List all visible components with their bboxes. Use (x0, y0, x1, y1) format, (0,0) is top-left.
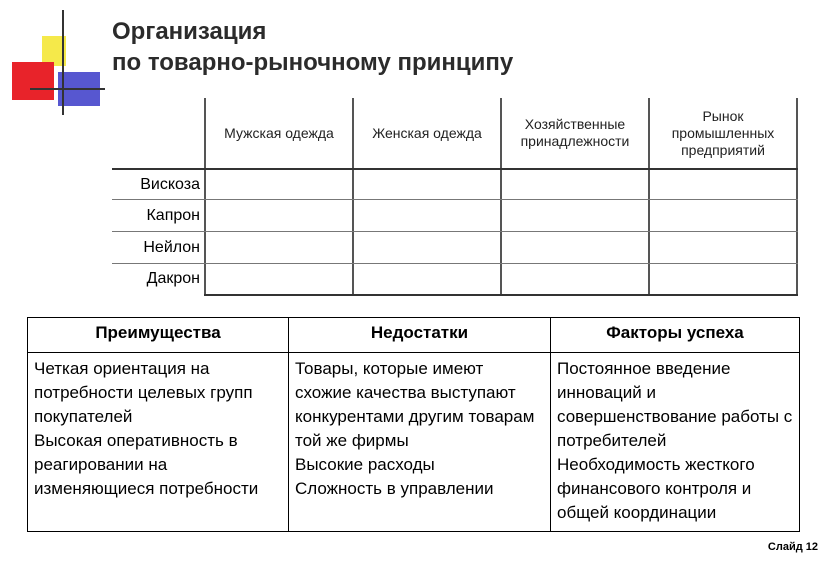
success-factors-cell (551, 353, 800, 532)
table-row (28, 353, 800, 532)
grid-vline (352, 98, 354, 294)
disadvantages-cell (289, 353, 551, 532)
advantage-item: Четкая ориентация на потребности целевых групп покупателей (34, 359, 253, 426)
disadvantage-item: Товары, которые имеют схожие качества выступают конкурентами другим товарам той же фирмы (295, 359, 535, 450)
grid-hline (204, 294, 798, 296)
row-label: Дакрон (146, 270, 200, 287)
grid-vline (796, 98, 798, 294)
grid-hline (112, 263, 798, 264)
row-label: Капрон (146, 207, 200, 224)
grid-hline (112, 231, 798, 232)
advantages-cell (28, 353, 289, 532)
header-disadvantages: Недостатки (289, 318, 551, 353)
disadvantage-item: Высокие расходы (295, 455, 435, 474)
comparison-table (27, 317, 800, 532)
header-advantages: Преимущества (28, 318, 289, 353)
disadvantage-item: Сложность в управлении (295, 479, 494, 498)
row-label: Вискоза (140, 176, 200, 193)
header-success-factors: Факторы успеха (551, 318, 800, 353)
grid-hline (112, 168, 798, 170)
column-header: Хозяйственные принадлежности (520, 116, 630, 149)
table-header-row (28, 318, 800, 353)
row-label: Нейлон (143, 239, 200, 256)
success-factor-item: Постоянное введение инноваций и совершенствование работы с потребителей (557, 359, 793, 450)
advantage-item: Высокая оперативность в реагировании на изменяющиеся потребности (34, 431, 259, 498)
grid-vline (500, 98, 502, 294)
grid-hline (112, 199, 798, 200)
success-factor-item: Необходимость жесткого финансового контроля и общей координации (557, 455, 755, 522)
title-line-1: Организация (112, 18, 267, 45)
grid-vline (204, 98, 206, 294)
column-header: Рынок промышленных предприятий (671, 107, 775, 158)
grid-vline (648, 98, 650, 294)
title-line-2: по товарно-рыночному принципу (112, 49, 514, 76)
slide-number: Слайд 12 (767, 541, 818, 553)
column-header: Женская одежда (372, 124, 482, 141)
column-header: Мужская одежда (224, 124, 334, 141)
